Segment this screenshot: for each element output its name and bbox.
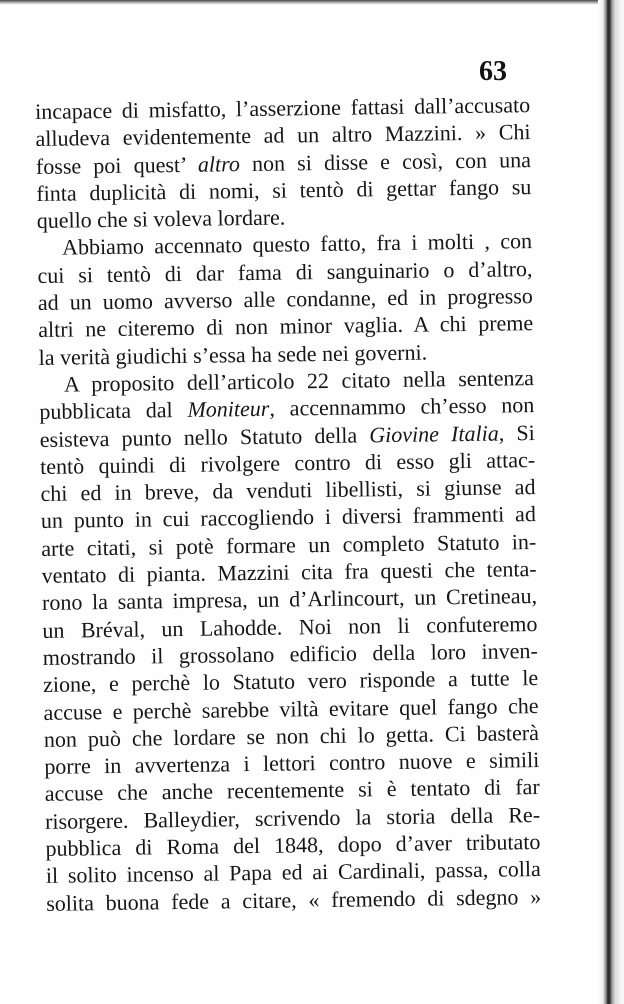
text-segment: , Si <box>498 419 535 446</box>
text-line: altri ne citeremo di non minor vaglia. A chi preme <box>38 310 534 343</box>
text-segment: non si disse e così, con una <box>239 146 532 176</box>
text-line: solita buona fede a citare, « fremendo di sdegno » <box>46 883 542 916</box>
text-line: accuse e perchè sarebbe viltà evitare quel fango che <box>43 692 539 725</box>
body-text <box>35 91 541 917</box>
text-segment: esisteva punto nello Statuto della <box>39 421 370 452</box>
italic-text: Giovine Italia <box>369 420 499 447</box>
text-line: non può che lordare se non chi lo getta. Ci basterà <box>43 719 540 752</box>
text-line: Abbiamo accennato questo fatto, fra i molti , con <box>61 228 533 261</box>
text-line: quello che si voleva lordare. <box>36 204 286 234</box>
text-line: arte citati, si potè formare un completo Statuto in- <box>41 528 537 561</box>
text-line: accuse che anche recentemente si è tentato di far <box>44 774 540 807</box>
text-line: mostrando il grossolano edificio della loro inven- <box>42 637 538 670</box>
text-line: finta duplicità di nomi, si tentò di gettar fango su <box>36 173 532 206</box>
text-line: un punto in cui raccogliendo i diversi frammenti ad <box>40 501 537 534</box>
text-line: ad un uomo avverso alle condanne, ed in progresso <box>37 283 533 316</box>
text-line: incapace di misfatto, l’asserzione fattasi dall’accusato <box>35 92 531 124</box>
italic-text: altro <box>197 150 241 177</box>
text-line: rono la santa impresa, un d’Arlincourt, un Cretineau, <box>41 583 538 616</box>
text-line: chi ed in breve, da venduti libellisti, si giunse ad <box>40 474 536 507</box>
italic-text: Moniteur <box>187 396 270 423</box>
text-line: alludeva evidentemente ad un altro Mazzini. » Chi <box>35 119 531 152</box>
text-line: un Bréval, un Lahodde. Noi non li confuteremo <box>42 610 538 643</box>
text-line: il solito incenso al Papa ed ai Cardinali, passa, colla <box>45 856 541 889</box>
text-line: cui si tentò di dar fama di sanguinario o d’altro, <box>37 255 533 288</box>
paragraph-continued <box>35 91 532 234</box>
page-edge-shadow <box>598 0 624 1004</box>
text-line: pubblica di Roma del 1848, dopo d’aver tributato <box>45 829 541 861</box>
paragraph <box>37 228 534 371</box>
text-line: zione, e perchè lo Statuto vero risponde a tutte le <box>43 665 539 698</box>
text-line: A proposito dell’articolo 22 citato nella sentenza <box>63 365 535 397</box>
text-line: la verità giudichi s’essa ha sede nei governi. <box>38 339 428 370</box>
paragraph <box>39 364 542 917</box>
text-segment: pubblicata dal <box>39 397 188 425</box>
top-edge-line <box>0 0 624 5</box>
page-number: 63 <box>479 56 507 87</box>
text-line: porre in avvertenza i lettori contro nuove e simili <box>44 747 540 780</box>
text-segment: , accennammo ch’esso non <box>269 392 535 422</box>
text-line: ventato di pianta. Mazzini cita fra questi che tenta- <box>41 556 537 588</box>
text-segment: fosse poi quest’ <box>35 151 199 179</box>
text-line: risorgere. Balleydier, scrivendo la storia della Re- <box>44 801 541 834</box>
text-line: tentò quindi di rivolgere contro di esso gli attac- <box>39 446 536 479</box>
